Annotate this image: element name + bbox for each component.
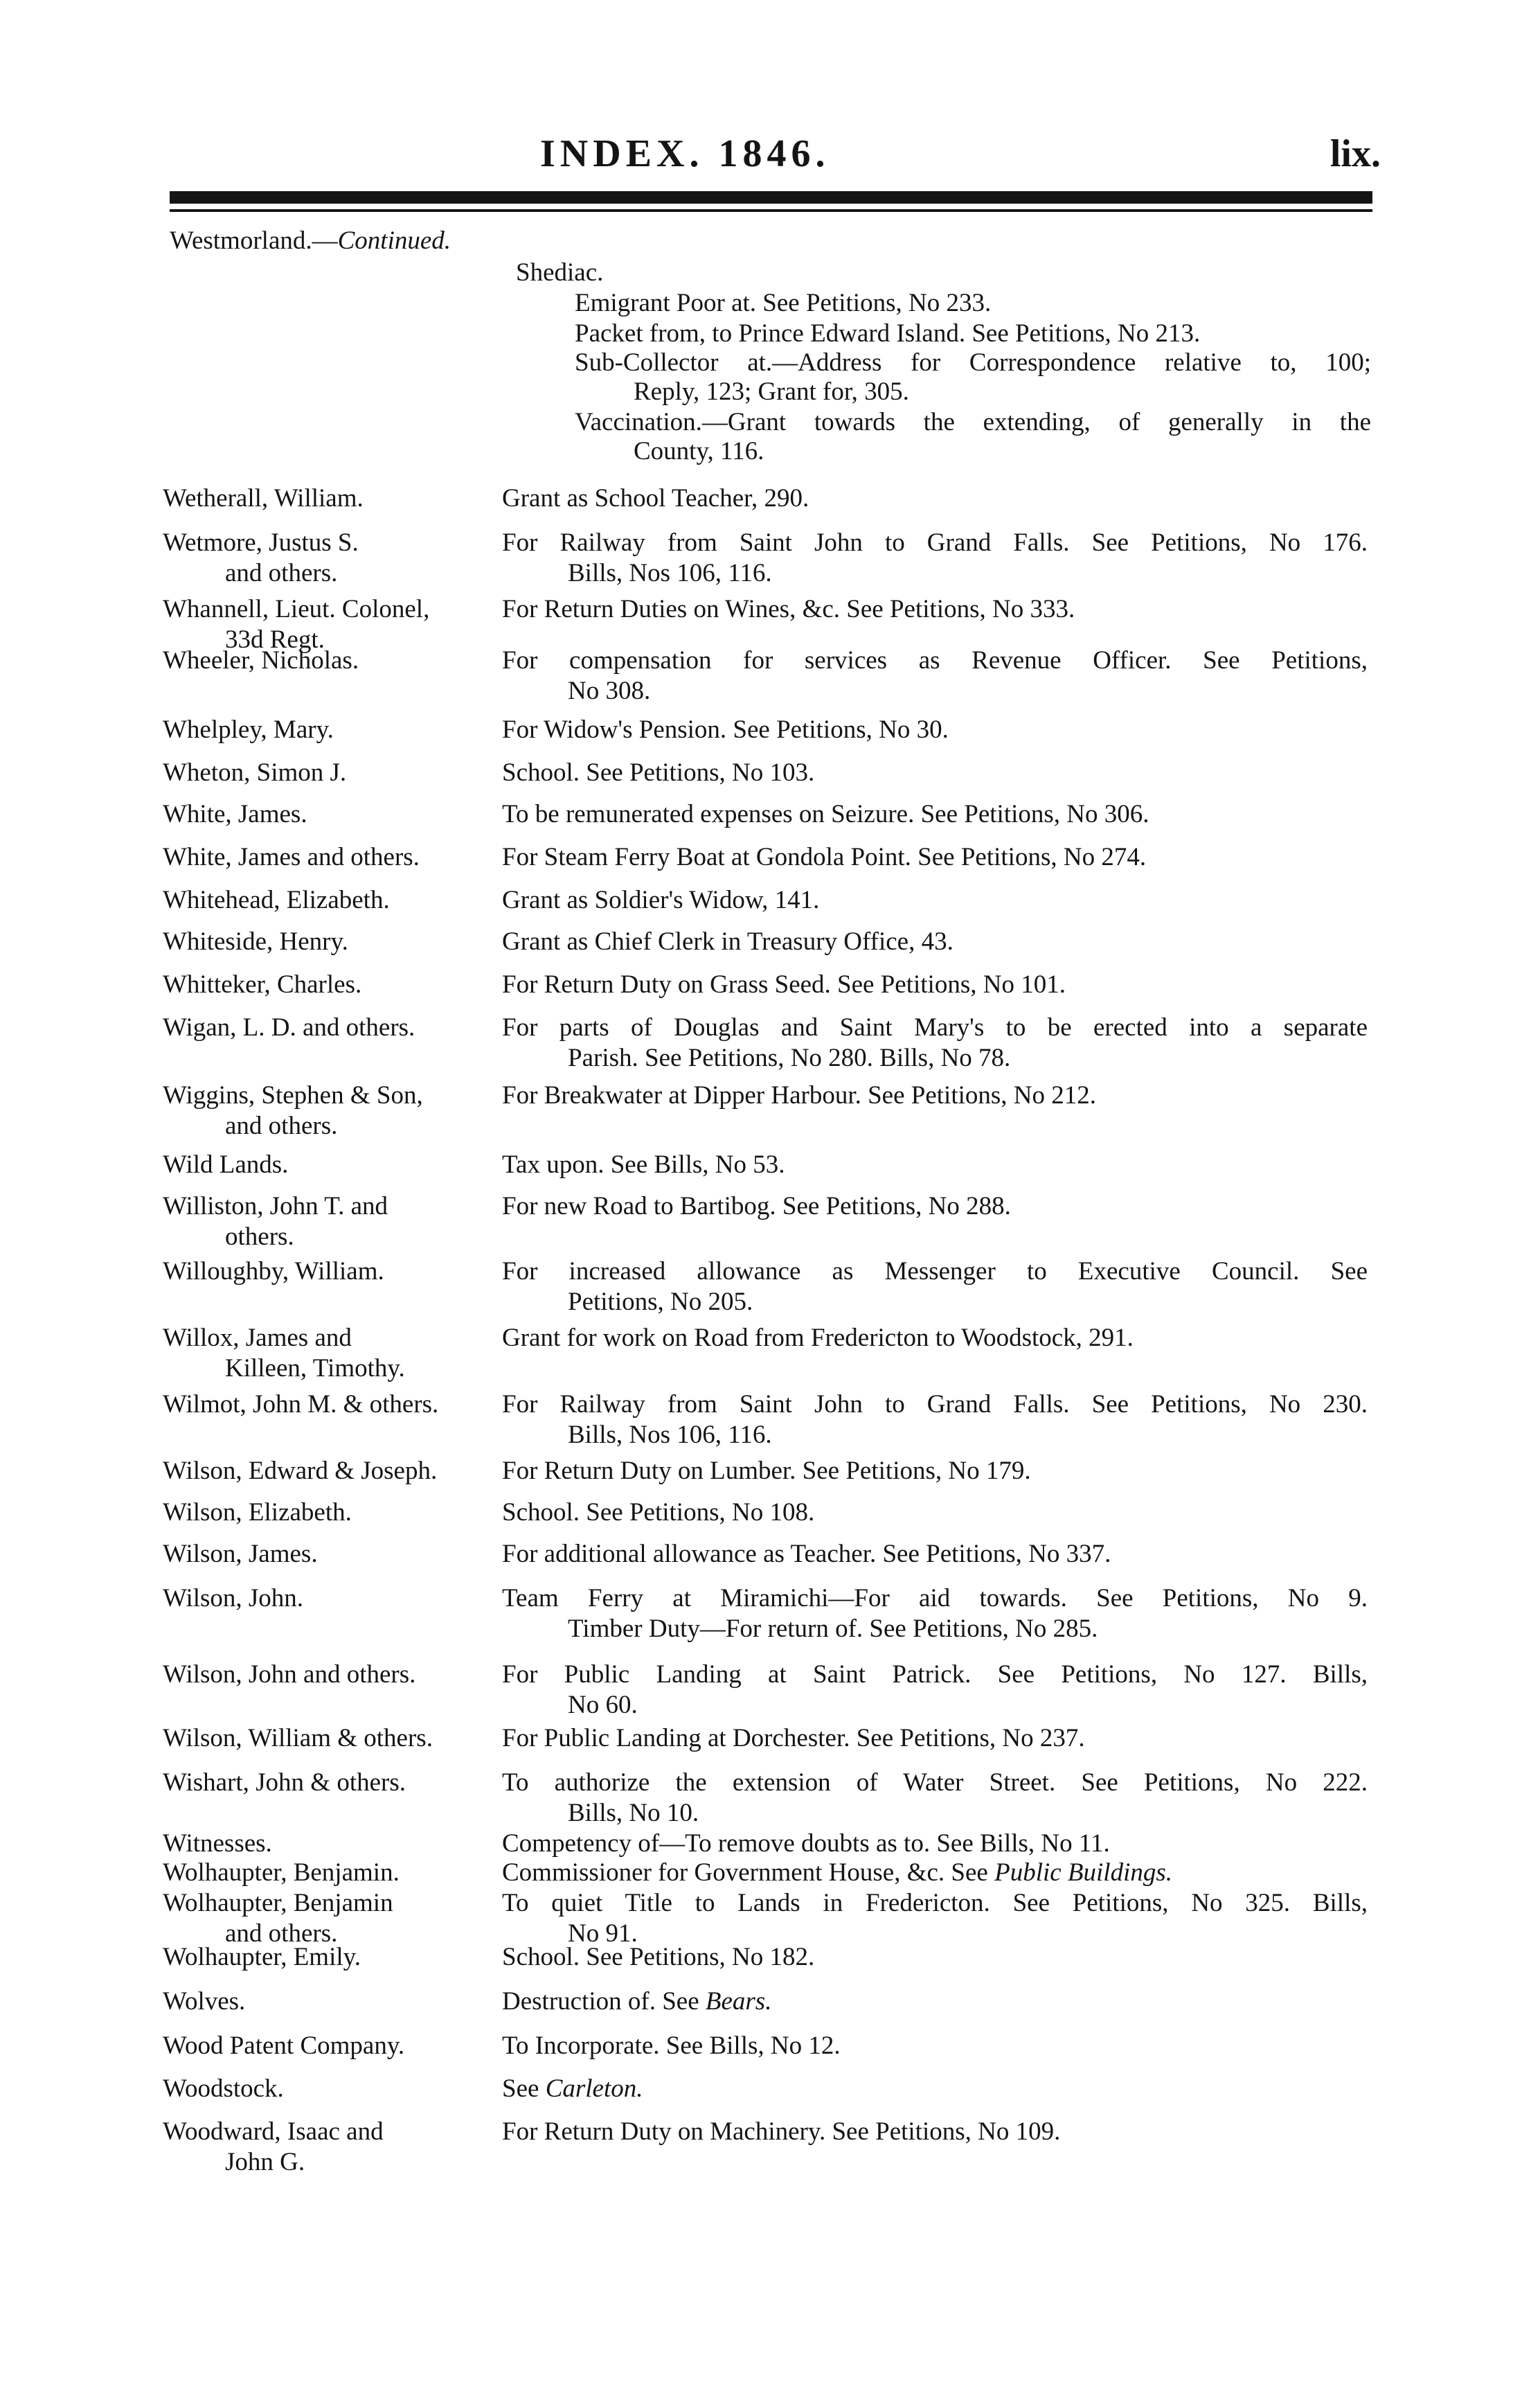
- entry-name: [163, 885, 488, 916]
- description-line: For Steam Ferry Boat at Gondola Point. See Petitions, No 274.: [502, 843, 1147, 871]
- entry-description: [502, 715, 1368, 745]
- description-line: For Public Landing at Saint Patrick. See Petitions, No 127. Bills,: [502, 1660, 1368, 1689]
- description-line: School. See Petitions, No 103.: [502, 758, 815, 787]
- description-line: For Breakwater at Dipper Harbour. See Petitions, No 212.: [502, 1081, 1097, 1110]
- entry-description: [502, 1456, 1368, 1486]
- entry-name: [163, 1256, 488, 1287]
- entry-name-line: Willoughby, William.: [163, 1257, 384, 1286]
- entry-name-line: Wood Patent Company.: [163, 2032, 405, 2060]
- description-line: Destruction of. See Bears.: [502, 1987, 772, 2016]
- description-line: For Railway from Saint John to Grand Falls. See Petitions, No 230.: [502, 1390, 1368, 1419]
- entry-name: [163, 2117, 488, 2178]
- description-line: To be remunerated expenses on Seizure. See Petitions, No 306.: [502, 800, 1149, 828]
- entry-name: [163, 1191, 488, 1252]
- entry-name: [163, 1389, 488, 1420]
- entry-name-continuation: and others.: [225, 559, 338, 587]
- entry-name-continuation: John G.: [225, 2148, 305, 2176]
- entry-name: [163, 1942, 488, 1973]
- entry-name-line: Wilmot, John M. & others.: [163, 1390, 439, 1419]
- entry-name: [163, 1723, 488, 1754]
- description-line: Commissioner for Government House, &c. See Public Buildings.: [502, 1858, 1173, 1887]
- entry-description: [502, 885, 1368, 916]
- shediac-line: Reply, 123; Grant for, 305.: [634, 377, 909, 406]
- entry-description: [502, 1013, 1368, 1074]
- entry-description: [502, 1323, 1368, 1353]
- entry-description: [502, 2117, 1368, 2147]
- description-line: School. See Petitions, No 108.: [502, 1498, 815, 1527]
- entry-name: [163, 1497, 488, 1528]
- county-name: Westmorland.—: [170, 226, 338, 255]
- entry-name: [163, 1150, 488, 1180]
- entry-description: [502, 1191, 1368, 1222]
- description-line: Tax upon. See Bills, No 53.: [502, 1150, 785, 1179]
- description-line: For Railway from Saint John to Grand Falls. See Petitions, No 176.: [502, 528, 1368, 557]
- description-line: For increased allowance as Messenger to Executive Council. See: [502, 1257, 1368, 1286]
- entry-name-line: Wetherall, William.: [163, 484, 364, 513]
- entry-name-line: Wheeler, Nicholas.: [163, 646, 359, 675]
- description-line: To Incorporate. See Bills, No 12.: [502, 2032, 841, 2060]
- entry-description: [502, 1539, 1368, 1570]
- entry-name-line: Wishart, John & others.: [163, 1768, 406, 1797]
- description-continuation: Timber Duty—For return of. See Petitions, No 285.: [568, 1615, 1098, 1643]
- entry-name: [163, 1081, 488, 1141]
- entry-name-line: Wheton, Simon J.: [163, 758, 347, 787]
- description-line: Grant for work on Road from Fredericton to Woodstock, 291.: [502, 1324, 1134, 1352]
- entry-name: [163, 1323, 488, 1384]
- entry-description: [502, 1942, 1368, 1973]
- page-number: lix.: [1329, 132, 1381, 175]
- entry-name-line: Wilson, John.: [163, 1584, 304, 1612]
- entry-description: [502, 1858, 1368, 1888]
- description-line: School. See Petitions, No 182.: [502, 1943, 815, 1971]
- entry-name: [163, 1829, 488, 1859]
- description-continuation: Bills, Nos 106, 116.: [568, 559, 772, 587]
- entry-description: [502, 1583, 1368, 1644]
- shediac-heading: Shediac.: [516, 258, 604, 287]
- description-continuation: Parish. See Petitions, No 280. Bills, No 78.: [568, 1044, 1011, 1072]
- entry-name-line: Woodstock.: [163, 2074, 284, 2103]
- description-continuation: No 91.: [568, 1919, 638, 1948]
- continued-heading: [170, 226, 451, 256]
- entry-name-continuation: others.: [225, 1223, 294, 1251]
- entry-description: [502, 2074, 1368, 2104]
- description-line: For Return Duty on Machinery. See Petitions, No 109.: [502, 2117, 1061, 2146]
- description-line: See Carleton.: [502, 2074, 643, 2103]
- entry-name: [163, 1583, 488, 1614]
- entry-description: [502, 1389, 1368, 1450]
- entry-description: [502, 1888, 1368, 1949]
- shediac-line: County, 116.: [634, 437, 764, 465]
- cross-reference: Bears.: [705, 1987, 772, 2016]
- entry-name-line: Williston, John T. and: [163, 1192, 388, 1220]
- entry-name: [163, 1986, 488, 2017]
- entry-name-line: Whitehead, Elizabeth.: [163, 886, 390, 914]
- entry-name-line: Wiggins, Stephen & Son,: [163, 1081, 423, 1110]
- entry-name-continuation: and others.: [225, 1919, 338, 1948]
- cross-reference: Carleton.: [545, 2074, 643, 2103]
- entry-name-line: Wolhaupter, Benjamin: [163, 1889, 393, 1917]
- entry-name-continuation: Killeen, Timothy.: [225, 1354, 405, 1383]
- entry-name-line: Wilson, William & others.: [163, 1724, 433, 1752]
- entry-description: [502, 1150, 1368, 1180]
- description-continuation: Bills, Nos 106, 116.: [568, 1421, 772, 1449]
- entry-description: [502, 842, 1368, 873]
- entry-name: [163, 799, 488, 830]
- entry-description: [502, 1829, 1368, 1859]
- entry-name-line: Woodward, Isaac and: [163, 2117, 384, 2146]
- entry-name: [163, 1456, 488, 1486]
- entry-description: [502, 1723, 1368, 1754]
- entry-description: [502, 927, 1368, 957]
- entry-name-line: Wilson, Edward & Joseph.: [163, 1457, 438, 1485]
- entry-name-line: Wetmore, Justus S.: [163, 528, 359, 557]
- description-line: For Widow's Pension. See Petitions, No 30.: [502, 715, 949, 744]
- shediac-line: Emigrant Poor at. See Petitions, No 233.: [575, 289, 992, 317]
- description-continuation: Bills, No 10.: [568, 1799, 699, 1827]
- cross-reference: Public Buildings.: [994, 1858, 1173, 1887]
- entry-name: [163, 1768, 488, 1798]
- entry-description: [502, 528, 1368, 589]
- entry-description: [502, 2031, 1368, 2061]
- description-line: For Return Duty on Lumber. See Petitions, No 179.: [502, 1457, 1031, 1485]
- entry-description: [502, 594, 1368, 625]
- entry-name-line: Wild Lands.: [163, 1150, 289, 1179]
- entry-name: [163, 1858, 488, 1888]
- description-line: For compensation for services as Revenue Officer. See Petitions,: [502, 646, 1368, 675]
- continued-label: Continued.: [337, 226, 451, 255]
- entry-name: [163, 1539, 488, 1570]
- entry-name-line: Whiteside, Henry.: [163, 927, 348, 956]
- entry-description: [502, 1986, 1368, 2017]
- page-header: [0, 132, 1540, 194]
- header-rule-thick: [170, 191, 1372, 204]
- description-line: Grant as School Teacher, 290.: [502, 484, 809, 513]
- entry-name-line: Wolhaupter, Benjamin.: [163, 1858, 400, 1887]
- entry-name-continuation: and others.: [225, 1112, 338, 1140]
- description-continuation: Petitions, No 205.: [568, 1288, 753, 1316]
- description-line: For Return Duty on Grass Seed. See Petitions, No 101.: [502, 970, 1066, 999]
- entry-name-line: Whitteker, Charles.: [163, 970, 362, 999]
- entry-name-line: White, James.: [163, 800, 307, 828]
- description-line: Competency of—To remove doubts as to. See Bills, No 11.: [502, 1829, 1110, 1858]
- header-rule-thin: [170, 209, 1372, 212]
- entry-name-line: Witnesses.: [163, 1829, 272, 1858]
- entry-name-line: White, James and others.: [163, 843, 420, 871]
- entry-name: [163, 646, 488, 676]
- entry-name: [163, 528, 488, 589]
- entry-name-line: Whelpley, Mary.: [163, 715, 334, 744]
- description-line: Team Ferry at Miramichi—For aid towards. See Petitions, No 9.: [502, 1584, 1368, 1612]
- description-continuation: No 308.: [568, 677, 651, 705]
- description-line: For Public Landing at Dorchester. See Petitions, No 237.: [502, 1724, 1085, 1752]
- entry-name: [163, 1888, 488, 1949]
- entry-name: [163, 1013, 488, 1043]
- page-title: INDEX. 1846.: [540, 132, 830, 175]
- entry-description: [502, 758, 1368, 788]
- entry-name-line: Willox, James and: [163, 1324, 352, 1352]
- entry-name-line: Whannell, Lieut. Colonel,: [163, 595, 430, 623]
- entry-name-line: Wilson, James.: [163, 1540, 318, 1568]
- entry-name-line: Wilson, John and others.: [163, 1660, 416, 1689]
- description-line: To authorize the extension of Water Street. See Petitions, No 222.: [502, 1768, 1368, 1797]
- description-line: For additional allowance as Teacher. See Petitions, No 337.: [502, 1540, 1111, 1568]
- entry-description: [502, 1497, 1368, 1528]
- entry-name-line: Wigan, L. D. and others.: [163, 1013, 415, 1042]
- entry-name-line: Wolves.: [163, 1987, 246, 2016]
- entry-name: [163, 483, 488, 514]
- entry-description: [502, 1660, 1368, 1721]
- shediac-line: Packet from, to Prince Edward Island. See Petitions, No 213.: [575, 319, 1201, 348]
- description-line: For parts of Douglas and Saint Mary's to be erected into a separate: [502, 1013, 1368, 1042]
- entry-name: [163, 842, 488, 873]
- entry-name-continuation: 33d Regt.: [225, 625, 325, 654]
- entry-name-line: Wilson, Elizabeth.: [163, 1498, 352, 1527]
- entry-description: [502, 970, 1368, 1000]
- entry-name-line: Wolhaupter, Emily.: [163, 1943, 361, 1971]
- entry-name: [163, 970, 488, 1000]
- entry-description: [502, 1768, 1368, 1829]
- entry-name: [163, 1660, 488, 1690]
- entry-description: [502, 799, 1368, 830]
- entry-name: [163, 758, 488, 788]
- description-line: Grant as Soldier's Widow, 141.: [502, 886, 820, 914]
- entry-name: [163, 927, 488, 957]
- entry-description: [502, 483, 1368, 514]
- description-line: For new Road to Bartibog. See Petitions, No 288.: [502, 1192, 1011, 1220]
- description-line: Grant as Chief Clerk in Treasury Office, 43.: [502, 927, 953, 956]
- entry-description: [502, 646, 1368, 706]
- entry-name: [163, 2031, 488, 2061]
- entry-description: [502, 1081, 1368, 1111]
- entry-name: [163, 2074, 488, 2104]
- entry-name: [163, 715, 488, 745]
- shediac-line: Sub-Collector at.—Address for Correspondence relative to, 100;: [575, 348, 1371, 377]
- description-line: To quiet Title to Lands in Fredericton. See Petitions, No 325. Bills,: [502, 1889, 1368, 1917]
- description-line: For Return Duties on Wines, &c. See Petitions, No 333.: [502, 595, 1075, 623]
- shediac-line: Vaccination.—Grant towards the extending, of generally in the: [575, 408, 1371, 436]
- entry-description: [502, 1256, 1368, 1317]
- description-continuation: No 60.: [568, 1691, 638, 1719]
